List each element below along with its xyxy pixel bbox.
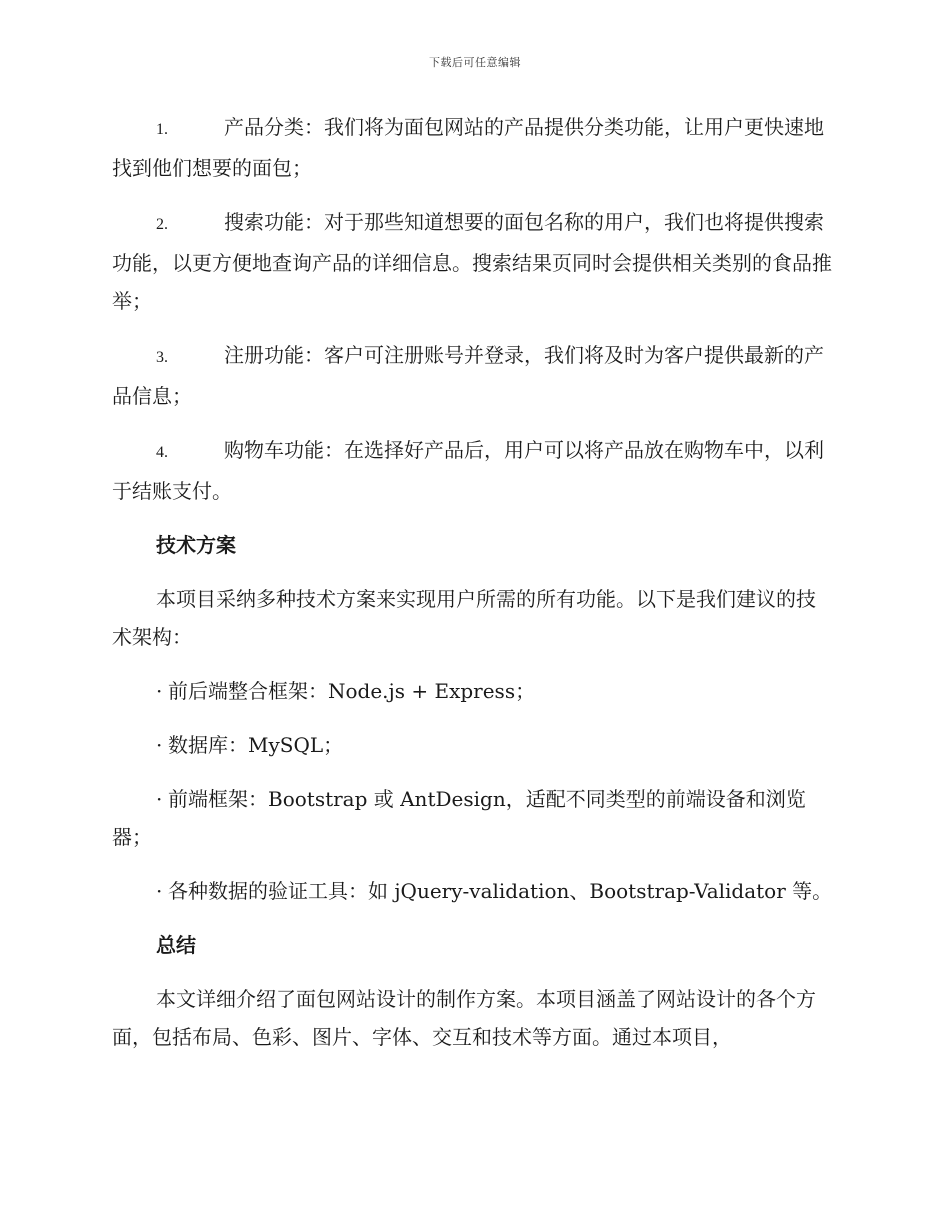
list-item-text: 购物车功能：在选择好产品后，用户可以将产品放在购物车中，以利于结账支付。 xyxy=(112,438,824,503)
list-item xyxy=(112,336,834,415)
list-item-number: 3. xyxy=(156,349,168,366)
bullet-text: 数据库：MySQL； xyxy=(168,733,344,757)
list-item xyxy=(112,431,834,510)
list-item xyxy=(112,108,834,187)
list-item-number: 4. xyxy=(156,444,168,461)
list-item-number: 1. xyxy=(156,121,168,138)
bullet-item xyxy=(112,726,834,764)
list-item-text: 搜索功能：对于那些知道想要的面包名称的用户，我们也将提供搜索功能，以更方便地查询产品的详细信息。搜索结果页同时会提供相关类别的食品推举； xyxy=(112,210,832,313)
list-item-number: 2. xyxy=(156,216,168,233)
section-heading-summary: 总结 xyxy=(156,933,196,957)
summary-paragraph: 本文详细介绍了面包网站设计的制作方案。本项目涵盖了网站设计的各个方面，包括布局、色彩、图片、字体、交互和技术等方面。通过本项目， xyxy=(112,987,816,1049)
bullet-dot: · xyxy=(156,679,163,703)
section-heading-tech: 技术方案 xyxy=(156,533,236,557)
bullet-dot: · xyxy=(156,787,163,811)
list-item-text: 产品分类：我们将为面包网站的产品提供分类功能，让用户更快速地找到他们想要的面包； xyxy=(112,115,824,180)
bullet-text: 前后端整合框架：Node.js + Express； xyxy=(168,679,536,703)
bullet-text: 前端框架：Bootstrap 或 AntDesign，适配不同类型的前端设备和浏览器； xyxy=(112,787,806,849)
page-header: 下载后可任意编辑 xyxy=(429,56,521,69)
bullet-dot: · xyxy=(156,733,163,757)
tech-intro-paragraph: 本项目采纳多种技术方案来实现用户所需的所有功能。以下是我们建议的技术架构： xyxy=(112,587,816,649)
bullet-item xyxy=(112,780,834,856)
bullet-dot: · xyxy=(156,879,163,903)
bullet-text: 各种数据的验证工具：如 jQuery-validation、Bootstrap-Validator 等。 xyxy=(168,879,833,903)
page-content xyxy=(112,108,834,1072)
bullet-item xyxy=(112,672,834,710)
list-item xyxy=(112,203,834,320)
bullet-item xyxy=(112,872,834,910)
list-item-text: 注册功能：客户可注册账号并登录，我们将及时为客户提供最新的产品信息； xyxy=(112,343,824,408)
